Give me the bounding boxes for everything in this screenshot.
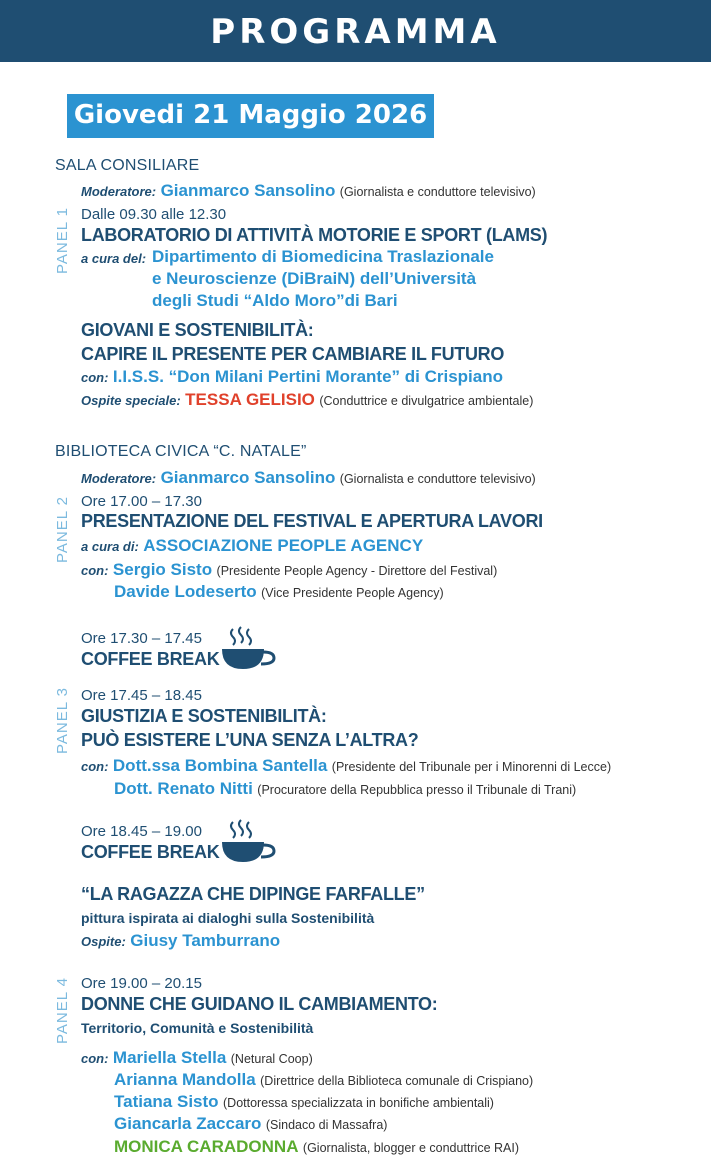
con-name: I.I.S.S. “Don Milani Pertini Morante” di Crispiano bbox=[112, 367, 504, 386]
venue-biblioteca: BIBLIOTECA CIVICA “C. NATALE” bbox=[55, 443, 307, 460]
speaker-name: Dott.ssa Bombina Santella bbox=[112, 756, 328, 775]
cura-name: ASSOCIAZIONE PEOPLE AGENCY bbox=[143, 536, 424, 555]
speaker-row bbox=[114, 1137, 519, 1157]
coffee-cup-icon bbox=[220, 818, 278, 864]
cura-line-2: e Neuroscienze (DiBraiN) dell’Università bbox=[152, 269, 477, 288]
speaker-desc: (Dottoressa specializzata in bonifiche ambientali) bbox=[223, 1096, 494, 1110]
panel-4-title: DONNE CHE GUIDANO IL CAMBIAMENTO: bbox=[81, 994, 438, 1014]
moderator-name: Gianmarco Sansolino bbox=[160, 468, 336, 487]
moderator-desc: (Giornalista e conduttore televisivo) bbox=[339, 472, 536, 486]
break-1-label: COFFEE BREAK bbox=[81, 649, 220, 669]
con-label: con: bbox=[81, 563, 109, 578]
panel-2-time: Ore 17.00 – 17.30 bbox=[81, 493, 202, 510]
moderator-name: Gianmarco Sansolino bbox=[160, 181, 336, 200]
guest-name: Giusy Tamburrano bbox=[130, 931, 281, 950]
cura-line-1: Dipartimento di Biomedicina Traslazionale bbox=[152, 247, 494, 266]
special-guest-row bbox=[81, 390, 533, 410]
panel-3-title-line1: GIUSTIZIA E SOSTENIBILITÀ: bbox=[81, 706, 327, 726]
guest-label: Ospite: bbox=[81, 934, 126, 949]
speaker-row bbox=[114, 779, 576, 799]
art-subtitle: pittura ispirata ai dialoghi sulla Sostenibilità bbox=[81, 910, 375, 926]
speaker-name: Tatiana Sisto bbox=[114, 1092, 219, 1111]
speaker-row bbox=[81, 1048, 313, 1068]
speaker-desc: (Giornalista, blogger e conduttrice RAI) bbox=[302, 1141, 519, 1155]
date-text: Giovedi 21 Maggio 2026 bbox=[73, 100, 428, 130]
speaker-desc: (Direttrice della Biblioteca comunale di Crispiano) bbox=[260, 1074, 534, 1088]
panel-4-subtitle: Territorio, Comunità e Sostenibilità bbox=[81, 1020, 314, 1036]
panel-2-title: PRESENTAZIONE DEL FESTIVAL E APERTURA LAVORI bbox=[81, 511, 543, 531]
break-2-time: Ore 18.45 – 19.00 bbox=[81, 823, 202, 840]
speaker-name: MONICA CARADONNA bbox=[114, 1137, 299, 1156]
con-label: con: bbox=[81, 759, 109, 774]
panel-1-label: PANEL 1 bbox=[54, 206, 72, 275]
special-guest-desc: (Conduttrice e divulgatrice ambientale) bbox=[319, 394, 534, 408]
venue-sala-consiliare: SALA CONSILIARE bbox=[55, 157, 200, 174]
speaker-name: Davide Lodeserto bbox=[114, 582, 257, 601]
panel-4-time: Ore 19.00 – 20.15 bbox=[81, 975, 202, 992]
moderator-desc: (Giornalista e conduttore televisivo) bbox=[339, 185, 536, 199]
date-banner bbox=[67, 94, 434, 138]
break-1-time: Ore 17.30 – 17.45 bbox=[81, 630, 202, 647]
speaker-name: Sergio Sisto bbox=[112, 560, 213, 579]
cura-row-2 bbox=[81, 536, 423, 556]
moderator-row-1 bbox=[81, 181, 536, 201]
speaker-name: Arianna Mandolla bbox=[114, 1070, 256, 1089]
moderator-row-2 bbox=[81, 468, 536, 488]
break-2-label: COFFEE BREAK bbox=[81, 842, 220, 862]
moderator-label: Moderatore: bbox=[81, 184, 157, 199]
panel-1-title2-line2: CAPIRE IL PRESENTE PER CAMBIARE IL FUTURO bbox=[81, 344, 505, 364]
header-bar bbox=[0, 0, 711, 62]
speaker-desc: (Presidente People Agency - Direttore del Festival) bbox=[216, 564, 498, 578]
speaker-row bbox=[114, 1070, 533, 1090]
speaker-name: Giancarla Zaccaro bbox=[114, 1114, 262, 1133]
panel-1-title: LABORATORIO DI ATTIVITÀ MOTORIE E SPORT (LAMS) bbox=[81, 225, 548, 245]
art-guest-row bbox=[81, 931, 280, 951]
special-guest-name: TESSA GELISIO bbox=[185, 390, 315, 409]
panel-3-time: Ore 17.45 – 18.45 bbox=[81, 687, 202, 704]
speaker-row bbox=[114, 582, 444, 602]
speaker-name: Dott. Renato Nitti bbox=[114, 779, 253, 798]
speaker-desc: (Presidente del Tribunale per i Minorenni di Lecce) bbox=[331, 760, 612, 774]
speaker-row bbox=[81, 560, 497, 580]
speaker-row bbox=[114, 1114, 387, 1134]
panel-4-label: PANEL 4 bbox=[54, 976, 72, 1045]
moderator-label: Moderatore: bbox=[81, 471, 157, 486]
art-title: “LA RAGAZZA CHE DIPINGE FARFALLE” bbox=[81, 884, 425, 904]
speaker-name: Mariella Stella bbox=[112, 1048, 227, 1067]
panel-1-time: Dalle 09.30 alle 12.30 bbox=[81, 206, 227, 223]
page-title: PROGRAMMA bbox=[210, 12, 501, 52]
panel-2-label: PANEL 2 bbox=[54, 495, 72, 564]
speaker-desc: (Sindaco di Massafra) bbox=[265, 1118, 388, 1132]
speaker-row bbox=[114, 1092, 494, 1112]
speaker-row bbox=[81, 756, 611, 776]
con-label: con: bbox=[81, 1051, 109, 1066]
special-guest-label: Ospite speciale: bbox=[81, 393, 181, 408]
coffee-cup-icon bbox=[220, 625, 278, 671]
panel-1-title2-line1: GIOVANI E SOSTENIBILITÀ: bbox=[81, 320, 314, 340]
cura-line-3: degli Studi “Aldo Moro”di Bari bbox=[152, 291, 398, 310]
speaker-desc: (Vice Presidente People Agency) bbox=[261, 586, 444, 600]
panel-3-title-line2: PUÒ ESISTERE L’UNA SENZA L’ALTRA? bbox=[81, 730, 419, 750]
speaker-desc: (Netural Coop) bbox=[230, 1052, 313, 1066]
cura-label: a cura di: bbox=[81, 539, 139, 554]
panel-3-label: PANEL 3 bbox=[54, 686, 72, 755]
con-label: con: bbox=[81, 370, 109, 385]
speaker-desc: (Procuratore della Repubblica presso il Tribunale di Trani) bbox=[257, 783, 577, 797]
con-row-1 bbox=[81, 367, 503, 387]
cura-label: a cura del: bbox=[81, 251, 147, 266]
